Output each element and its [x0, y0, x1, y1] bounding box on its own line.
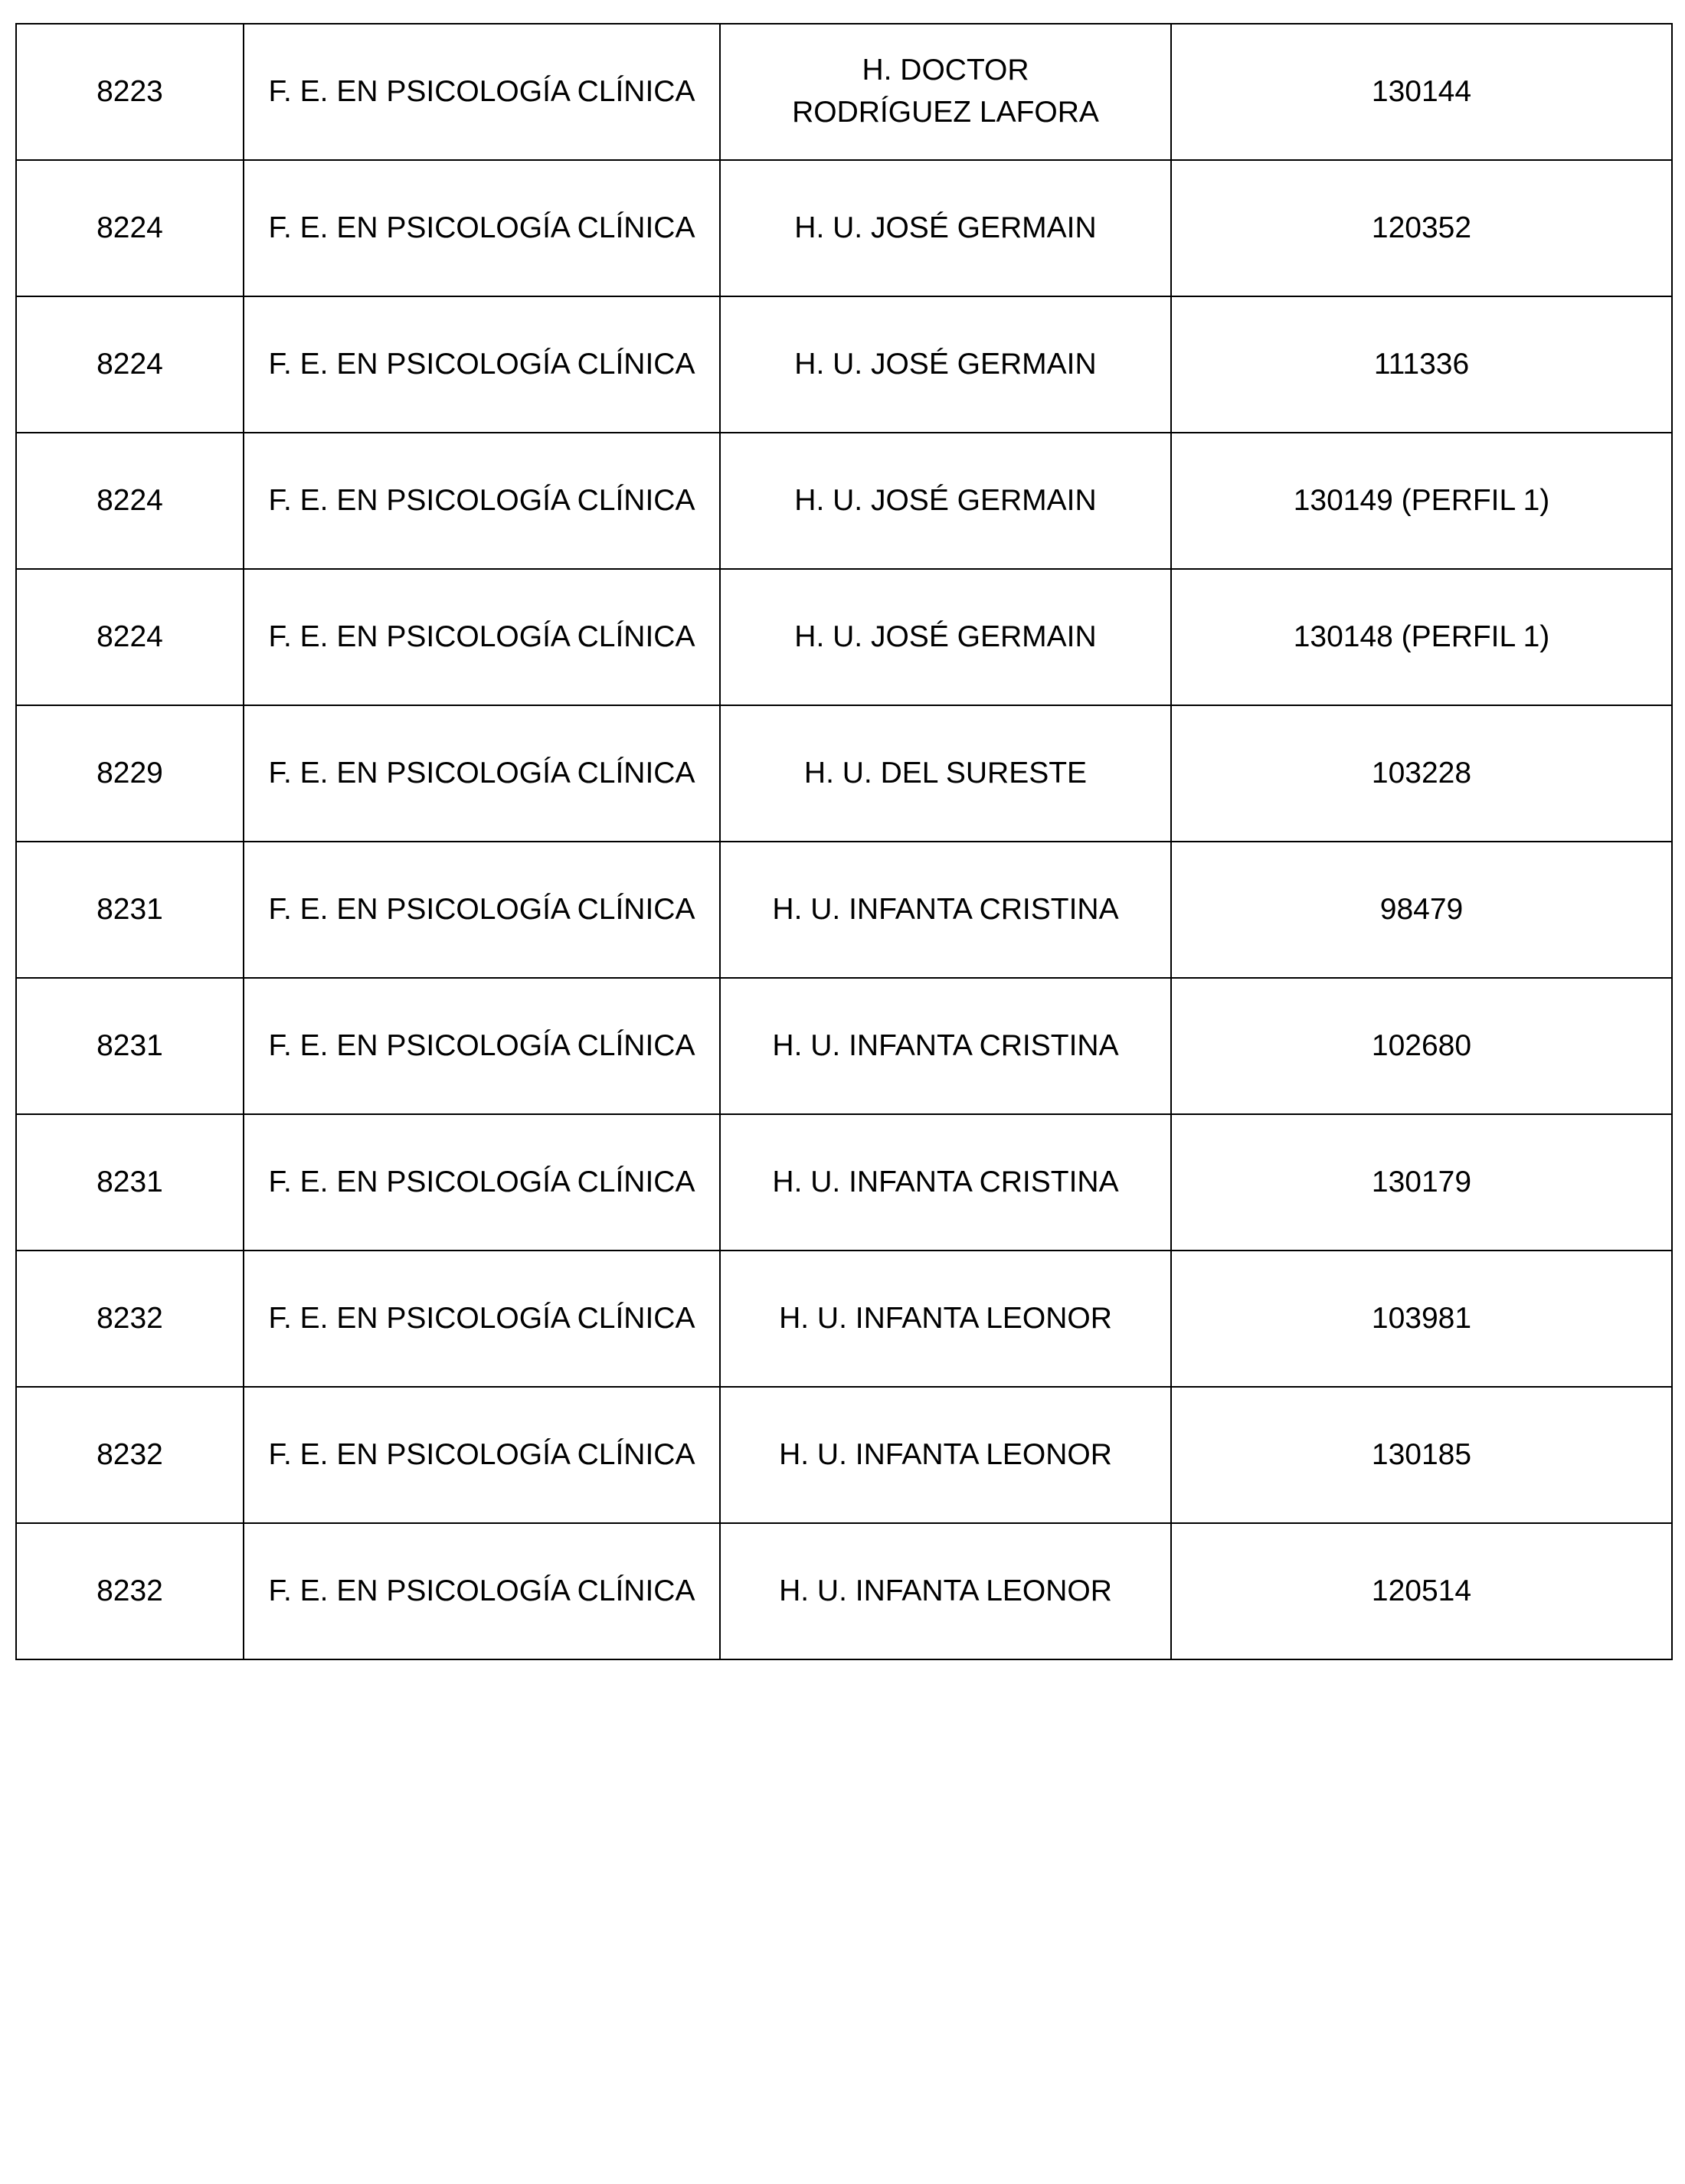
- table-row: [16, 1251, 1672, 1387]
- hospital-cell: H. U. INFANTA CRISTINA: [720, 978, 1171, 1114]
- table-row: [16, 705, 1672, 842]
- number-cell: 98479: [1171, 842, 1672, 978]
- number-cell: 103981: [1171, 1251, 1672, 1387]
- specialty-cell: F. E. EN PSICOLOGÍA CLÍNICA: [244, 160, 720, 296]
- number-cell: 111336: [1171, 296, 1672, 433]
- table-row: [16, 1387, 1672, 1523]
- hospital-cell: H. U. INFANTA LEONOR: [720, 1251, 1171, 1387]
- specialty-cell: F. E. EN PSICOLOGÍA CLÍNICA: [244, 433, 720, 569]
- specialty-cell: F. E. EN PSICOLOGÍA CLÍNICA: [244, 705, 720, 842]
- number-cell: 130148 (PERFIL 1): [1171, 569, 1672, 705]
- table-row: [16, 842, 1672, 978]
- number-cell: 120514: [1171, 1523, 1672, 1659]
- hospital-cell: H. DOCTOR RODRÍGUEZ LAFORA: [720, 24, 1171, 160]
- code-cell: 8229: [16, 705, 244, 842]
- specialty-cell: F. E. EN PSICOLOGÍA CLÍNICA: [244, 1523, 720, 1659]
- hospital-cell: H. U. JOSÉ GERMAIN: [720, 160, 1171, 296]
- code-cell: 8232: [16, 1251, 244, 1387]
- table-row: [16, 296, 1672, 433]
- table-row: [16, 160, 1672, 296]
- code-cell: 8224: [16, 569, 244, 705]
- hospital-cell: H. U. DEL SURESTE: [720, 705, 1171, 842]
- specialty-cell: F. E. EN PSICOLOGÍA CLÍNICA: [244, 978, 720, 1114]
- code-cell: 8232: [16, 1523, 244, 1659]
- specialty-cell: F. E. EN PSICOLOGÍA CLÍNICA: [244, 842, 720, 978]
- table-row: [16, 433, 1672, 569]
- hospital-cell: H. U. JOSÉ GERMAIN: [720, 433, 1171, 569]
- number-cell: 120352: [1171, 160, 1672, 296]
- specialty-cell: F. E. EN PSICOLOGÍA CLÍNICA: [244, 296, 720, 433]
- number-cell: 130179: [1171, 1114, 1672, 1251]
- code-cell: 8231: [16, 978, 244, 1114]
- specialty-cell: F. E. EN PSICOLOGÍA CLÍNICA: [244, 1387, 720, 1523]
- table-row: [16, 978, 1672, 1114]
- table-row: [16, 24, 1672, 160]
- number-cell: 102680: [1171, 978, 1672, 1114]
- hospital-cell: H. U. INFANTA LEONOR: [720, 1387, 1171, 1523]
- code-cell: 8231: [16, 842, 244, 978]
- hospital-cell: H. U. JOSÉ GERMAIN: [720, 296, 1171, 433]
- table-row: [16, 1114, 1672, 1251]
- code-cell: 8224: [16, 433, 244, 569]
- hospital-cell: H. U. INFANTA LEONOR: [720, 1523, 1171, 1659]
- number-cell: 130149 (PERFIL 1): [1171, 433, 1672, 569]
- code-cell: 8223: [16, 24, 244, 160]
- code-cell: 8232: [16, 1387, 244, 1523]
- number-cell: 103228: [1171, 705, 1672, 842]
- hospital-cell: H. U. INFANTA CRISTINA: [720, 1114, 1171, 1251]
- specialty-cell: F. E. EN PSICOLOGÍA CLÍNICA: [244, 1251, 720, 1387]
- positions-table: [15, 23, 1673, 1660]
- code-cell: 8224: [16, 296, 244, 433]
- specialty-cell: F. E. EN PSICOLOGÍA CLÍNICA: [244, 569, 720, 705]
- table-row: [16, 569, 1672, 705]
- code-cell: 8231: [16, 1114, 244, 1251]
- number-cell: 130144: [1171, 24, 1672, 160]
- hospital-cell: H. U. INFANTA CRISTINA: [720, 842, 1171, 978]
- number-cell: 130185: [1171, 1387, 1672, 1523]
- hospital-cell: H. U. JOSÉ GERMAIN: [720, 569, 1171, 705]
- code-cell: 8224: [16, 160, 244, 296]
- specialty-cell: F. E. EN PSICOLOGÍA CLÍNICA: [244, 1114, 720, 1251]
- specialty-cell: F. E. EN PSICOLOGÍA CLÍNICA: [244, 24, 720, 160]
- table-row: [16, 1523, 1672, 1659]
